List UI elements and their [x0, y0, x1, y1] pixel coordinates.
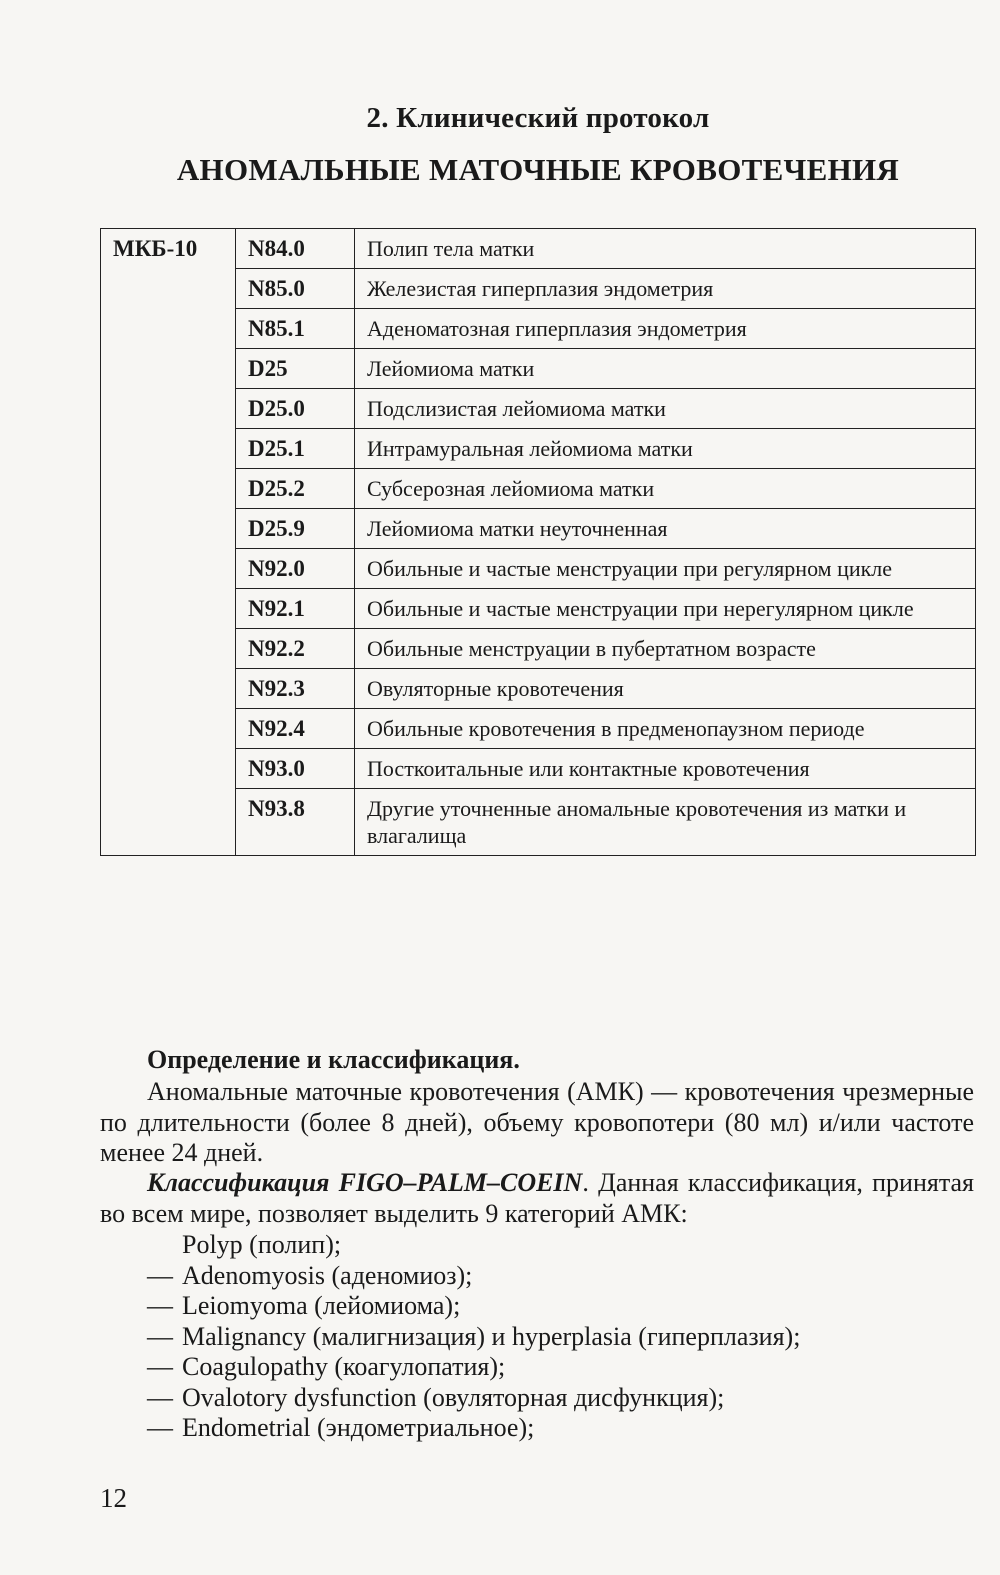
- icd-description: Интрамуральная лейомиома матки: [355, 429, 976, 469]
- classification-paragraph: [100, 1168, 974, 1229]
- list-item-text: Malignancy (малигнизация) и hyperplasia (гиперплазия);: [182, 1321, 801, 1351]
- list-item: [100, 1383, 800, 1414]
- classification-text: . Данная классификация, принятая во всем мире, позволяет выделить 9 категорий АМК:: [100, 1168, 975, 1228]
- icd-code: D25.2: [236, 469, 355, 509]
- list-item: [100, 1352, 800, 1383]
- icd-code: N84.0: [236, 229, 355, 269]
- page-title: АНОМАЛЬНЫЕ МАТОЧНЫЕ КРОВОТЕЧЕНИЯ: [176, 152, 900, 187]
- icd-description: Обильные и частые менструации при регулярном цикле: [355, 549, 976, 589]
- icd-description: Посткоитальные или контактные кровотечения: [355, 749, 976, 789]
- icd-description: Аденоматозная гиперплазия эндометрия: [355, 309, 976, 349]
- icd-description: Подслизистая лейомиома матки: [355, 389, 976, 429]
- icd-code: N92.0: [236, 549, 355, 589]
- classification-label: Классификация FIGO–PALM–COEIN: [147, 1168, 583, 1197]
- list-item-text: Leiomyoma (лейомиома);: [182, 1291, 461, 1320]
- icd-description: Обильные менструации в пубертатном возрасте: [355, 629, 976, 669]
- icd-description: Субсерозная лейомиома матки: [355, 469, 976, 509]
- icd-code: N92.4: [236, 709, 355, 749]
- list-item-text: Coagulopathy (коагулопатия);: [182, 1352, 506, 1381]
- list-item: [100, 1413, 800, 1444]
- icd-code: N85.1: [236, 309, 355, 349]
- icd-description: Полип тела матки: [355, 229, 976, 269]
- icd-code: N92.1: [236, 589, 355, 629]
- list-dash: —: [147, 1291, 173, 1320]
- list-dash: —: [147, 1352, 173, 1381]
- list-item: [100, 1230, 800, 1261]
- list-dash: —: [147, 1413, 173, 1442]
- icd-code: D25: [236, 349, 355, 389]
- list-item-text: Polyp (полип);: [182, 1230, 342, 1259]
- section-title: 2. Клинический протокол: [366, 102, 710, 134]
- icd-code: N93.8: [236, 789, 355, 856]
- icd-code: N93.0: [236, 749, 355, 789]
- page-number: 12: [100, 1483, 127, 1513]
- icd-label: МКБ-10: [101, 229, 236, 856]
- list-item: [100, 1322, 800, 1353]
- definition-paragraph: Аномальные маточные кровотечения (АМК) — кровотечения чрезмерные по длительности (более 8 дней), объему кровопотери (80 мл) и/или частоте менее 24 дней.: [100, 1077, 974, 1167]
- icd-description: Обильные и частые менструации при нерегулярном цикле: [355, 589, 976, 629]
- list-item-text: Ovalotory dysfunction (овуляторная дисфункция);: [182, 1382, 725, 1412]
- icd-code: D25.0: [236, 389, 355, 429]
- icd-description: Лейомиома матки неуточненная: [355, 509, 976, 549]
- icd-code: N92.2: [236, 629, 355, 669]
- icd-table: [100, 228, 976, 856]
- list-item-text: Endometrial (эндометриальное);: [182, 1413, 535, 1442]
- icd-code: D25.9: [236, 509, 355, 549]
- list-dash: —: [147, 1260, 173, 1290]
- icd-description: Овуляторные кровотечения: [355, 669, 976, 709]
- list-item-text: Adenomyosis (аденомиоз);: [182, 1260, 473, 1290]
- icd-code: D25.1: [236, 429, 355, 469]
- list-item: [100, 1261, 800, 1292]
- icd-code: N92.3: [236, 669, 355, 709]
- icd-description: Другие уточненные аномальные кровотечения из матки и влагалища: [355, 789, 976, 856]
- definition-heading: Определение и классификация.: [147, 1045, 520, 1074]
- list-item: [100, 1291, 800, 1322]
- list-dash: —: [147, 1321, 173, 1351]
- list-dash: —: [147, 1382, 173, 1412]
- category-list: [100, 1230, 800, 1444]
- icd-description: Лейомиома матки: [355, 349, 976, 389]
- table-row: [101, 229, 976, 269]
- icd-description: Обильные кровотечения в предменопаузном периоде: [355, 709, 976, 749]
- icd-code: N85.0: [236, 269, 355, 309]
- icd-description: Железистая гиперплазия эндометрия: [355, 269, 976, 309]
